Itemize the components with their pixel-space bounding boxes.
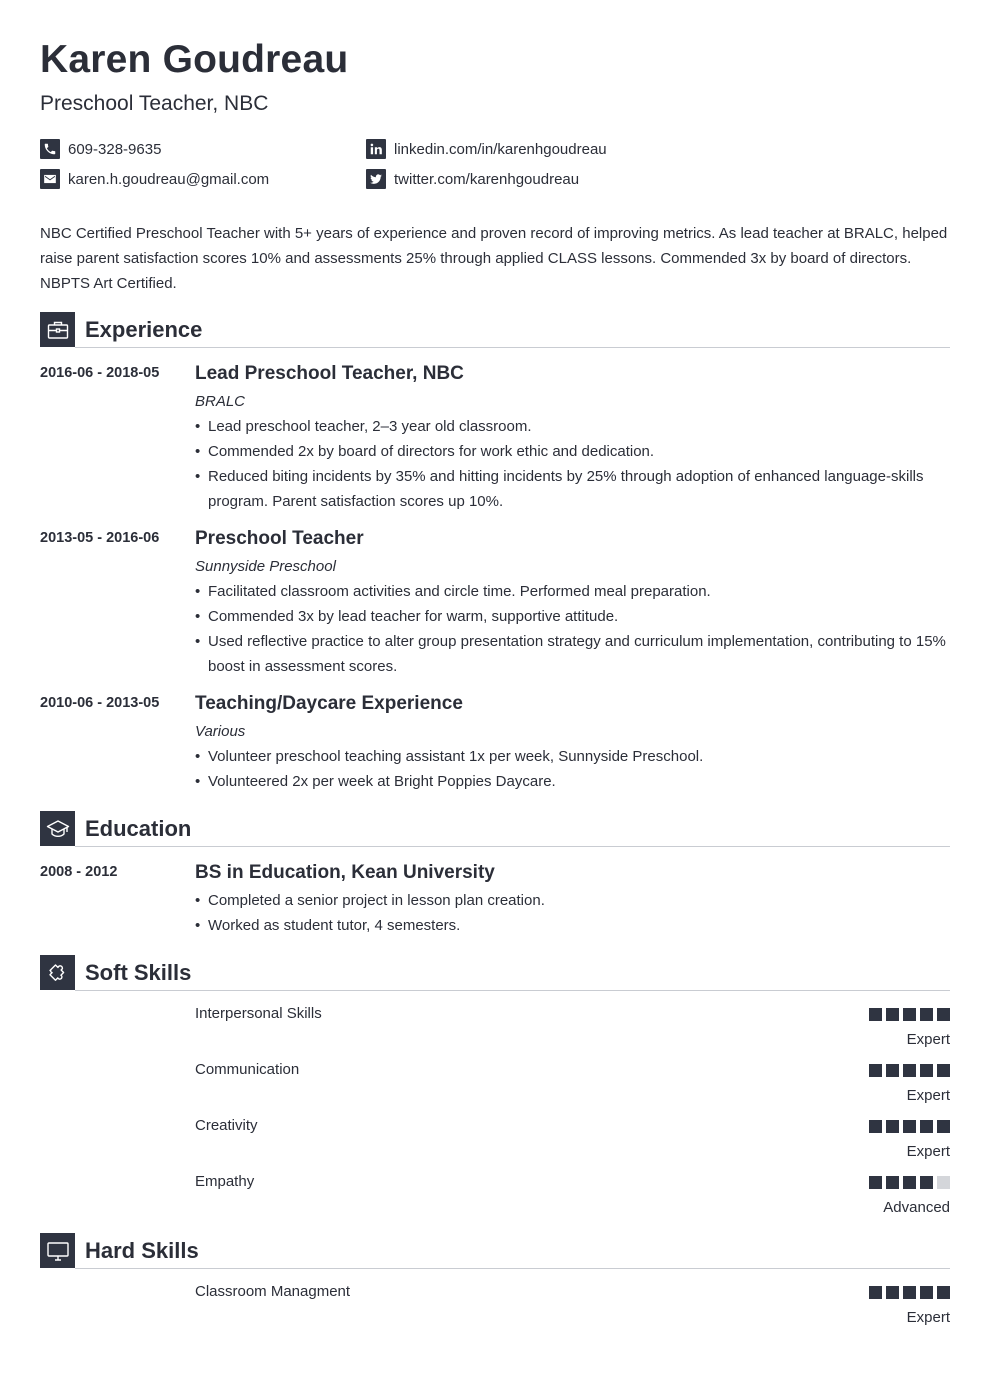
- experience-date: 2013-05 - 2016-06: [40, 530, 160, 546]
- candidate-title: Preschool Teacher, NBC: [40, 92, 269, 115]
- bullet-item: • Completed a senior project in lesson plan creation.: [195, 888, 950, 913]
- rating-square-filled: [886, 1008, 899, 1021]
- skill-row: [195, 1117, 950, 1167]
- graduation-cap-icon: [40, 811, 75, 846]
- skill-row: [195, 1005, 950, 1055]
- rating-square-filled: [920, 1064, 933, 1077]
- rating-square-filled: [869, 1176, 882, 1189]
- rating-square-empty: [937, 1176, 950, 1189]
- experience-org: Various: [195, 723, 246, 740]
- skill-row: [195, 1283, 950, 1333]
- skill-name: Communication: [195, 1061, 300, 1078]
- twitter-icon: [366, 169, 386, 189]
- skill-name: Classroom Managment: [195, 1283, 351, 1300]
- skill-row: [195, 1061, 950, 1111]
- twitter-link[interactable]: twitter.com/karenhgoudreau: [394, 170, 580, 188]
- briefcase-icon: [40, 312, 75, 347]
- hard-skills-heading: Hard Skills: [85, 1238, 199, 1263]
- bullet-item: • Volunteered 2x per week at Bright Poppies Daycare.: [195, 769, 950, 794]
- skill-rating: [865, 1176, 950, 1189]
- rating-square-filled: [869, 1120, 882, 1133]
- rating-square-filled: [920, 1120, 933, 1133]
- puzzle-icon: [40, 955, 75, 990]
- education-heading: Education: [85, 816, 192, 841]
- education-bullets: [195, 888, 950, 938]
- bullet-item: • Lead preschool teacher, 2–3 year old classroom.: [195, 414, 950, 439]
- rating-square-filled: [886, 1064, 899, 1077]
- linkedin-link[interactable]: linkedin.com/in/karenhgoudreau: [394, 140, 607, 158]
- summary-paragraph: NBC Certified Preschool Teacher with 5+ years of experience and proven record of improving metrics. As lead teacher at BRALC, helped raise parent satisfaction scores 10% and assessments 25% through applied CLASS lessons. Commended 3x by board of directors. NBPTS Art Certified.: [40, 225, 948, 292]
- rating-square-filled: [903, 1064, 916, 1077]
- experience-bullets: [195, 579, 950, 679]
- skill-rating: [865, 1008, 950, 1021]
- soft-skills-section-header: [40, 955, 950, 991]
- experience-date: 2010-06 - 2013-05: [40, 695, 160, 711]
- experience-section-header: [40, 312, 950, 348]
- contact-phone: [40, 139, 161, 159]
- experience-role: Preschool Teacher: [195, 528, 364, 549]
- rating-square-filled: [920, 1008, 933, 1021]
- email-icon: [40, 169, 60, 189]
- rating-square-filled: [903, 1286, 916, 1299]
- section-divider: [75, 1268, 950, 1269]
- rating-square-filled: [903, 1120, 916, 1133]
- rating-square-filled: [903, 1008, 916, 1021]
- skill-level: Expert: [906, 1087, 950, 1104]
- linkedin-icon: [366, 139, 386, 159]
- rating-square-filled: [869, 1064, 882, 1077]
- contact-linkedin[interactable]: [366, 139, 607, 159]
- experience-date: 2016-06 - 2018-05: [40, 365, 160, 381]
- skill-rating: [865, 1064, 950, 1077]
- experience-bullets: [195, 744, 950, 794]
- section-divider: [75, 990, 950, 991]
- rating-square-filled: [869, 1286, 882, 1299]
- education-date: 2008 - 2012: [40, 864, 118, 880]
- section-divider: [75, 347, 950, 348]
- monitor-icon: [40, 1233, 75, 1268]
- skill-rating: [865, 1120, 950, 1133]
- experience-heading: Experience: [85, 317, 203, 342]
- section-divider: [75, 846, 950, 847]
- bullet-item: • Volunteer preschool teaching assistant 1x per week, Sunnyside Preschool.: [195, 744, 950, 769]
- skill-level: Advanced: [883, 1199, 950, 1216]
- skill-level: Expert: [906, 1309, 950, 1326]
- bullet-item: • Used reflective practice to alter group presentation strategy and curriculum implementation, contributing to 15% boost in assessment scores.: [195, 629, 950, 679]
- rating-square-filled: [937, 1286, 950, 1299]
- skill-level: Expert: [906, 1031, 950, 1048]
- rating-square-filled: [920, 1286, 933, 1299]
- education-degree: BS in Education, Kean University: [195, 862, 495, 883]
- rating-square-filled: [886, 1120, 899, 1133]
- experience-bullets: [195, 414, 950, 514]
- bullet-item: • Reduced biting incidents by 35% and hitting incidents by 25% through adoption of enhanced language-skills program. Parent satisfaction scores up 10%.: [195, 464, 950, 514]
- skill-row: [195, 1173, 950, 1223]
- skill-name: Interpersonal Skills: [195, 1005, 322, 1022]
- experience-role: Lead Preschool Teacher, NBC: [195, 363, 464, 384]
- phone-text: 609-328-9635: [68, 140, 162, 158]
- bullet-item: • Commended 3x by lead teacher for warm, supportive attitude.: [195, 604, 950, 629]
- bullet-item: • Commended 2x by board of directors for work ethic and dedication.: [195, 439, 950, 464]
- experience-org: BRALC: [195, 393, 246, 410]
- hard-skills-section-header: [40, 1233, 950, 1269]
- email-link[interactable]: karen.h.goudreau@gmail.com: [68, 170, 270, 188]
- skill-name: Empathy: [195, 1173, 255, 1190]
- education-section-header: [40, 811, 950, 847]
- rating-square-filled: [937, 1008, 950, 1021]
- experience-org: Sunnyside Preschool: [195, 558, 336, 575]
- contact-email[interactable]: [40, 169, 269, 189]
- experience-role: Teaching/Daycare Experience: [195, 693, 463, 714]
- skill-name: Creativity: [195, 1117, 258, 1134]
- rating-square-filled: [903, 1176, 916, 1189]
- rating-square-filled: [937, 1064, 950, 1077]
- rating-square-filled: [920, 1176, 933, 1189]
- candidate-name: Karen Goudreau: [40, 38, 349, 81]
- soft-skills-heading: Soft Skills: [85, 960, 192, 985]
- rating-square-filled: [869, 1008, 882, 1021]
- bullet-item: • Facilitated classroom activities and circle time. Performed meal preparation.: [195, 579, 950, 604]
- phone-icon: [40, 139, 60, 159]
- rating-square-filled: [886, 1286, 899, 1299]
- bullet-item: • Worked as student tutor, 4 semesters.: [195, 913, 950, 938]
- skill-rating: [865, 1286, 950, 1299]
- skill-level: Expert: [906, 1143, 950, 1160]
- rating-square-filled: [937, 1120, 950, 1133]
- contact-twitter[interactable]: [366, 169, 579, 189]
- rating-square-filled: [886, 1176, 899, 1189]
